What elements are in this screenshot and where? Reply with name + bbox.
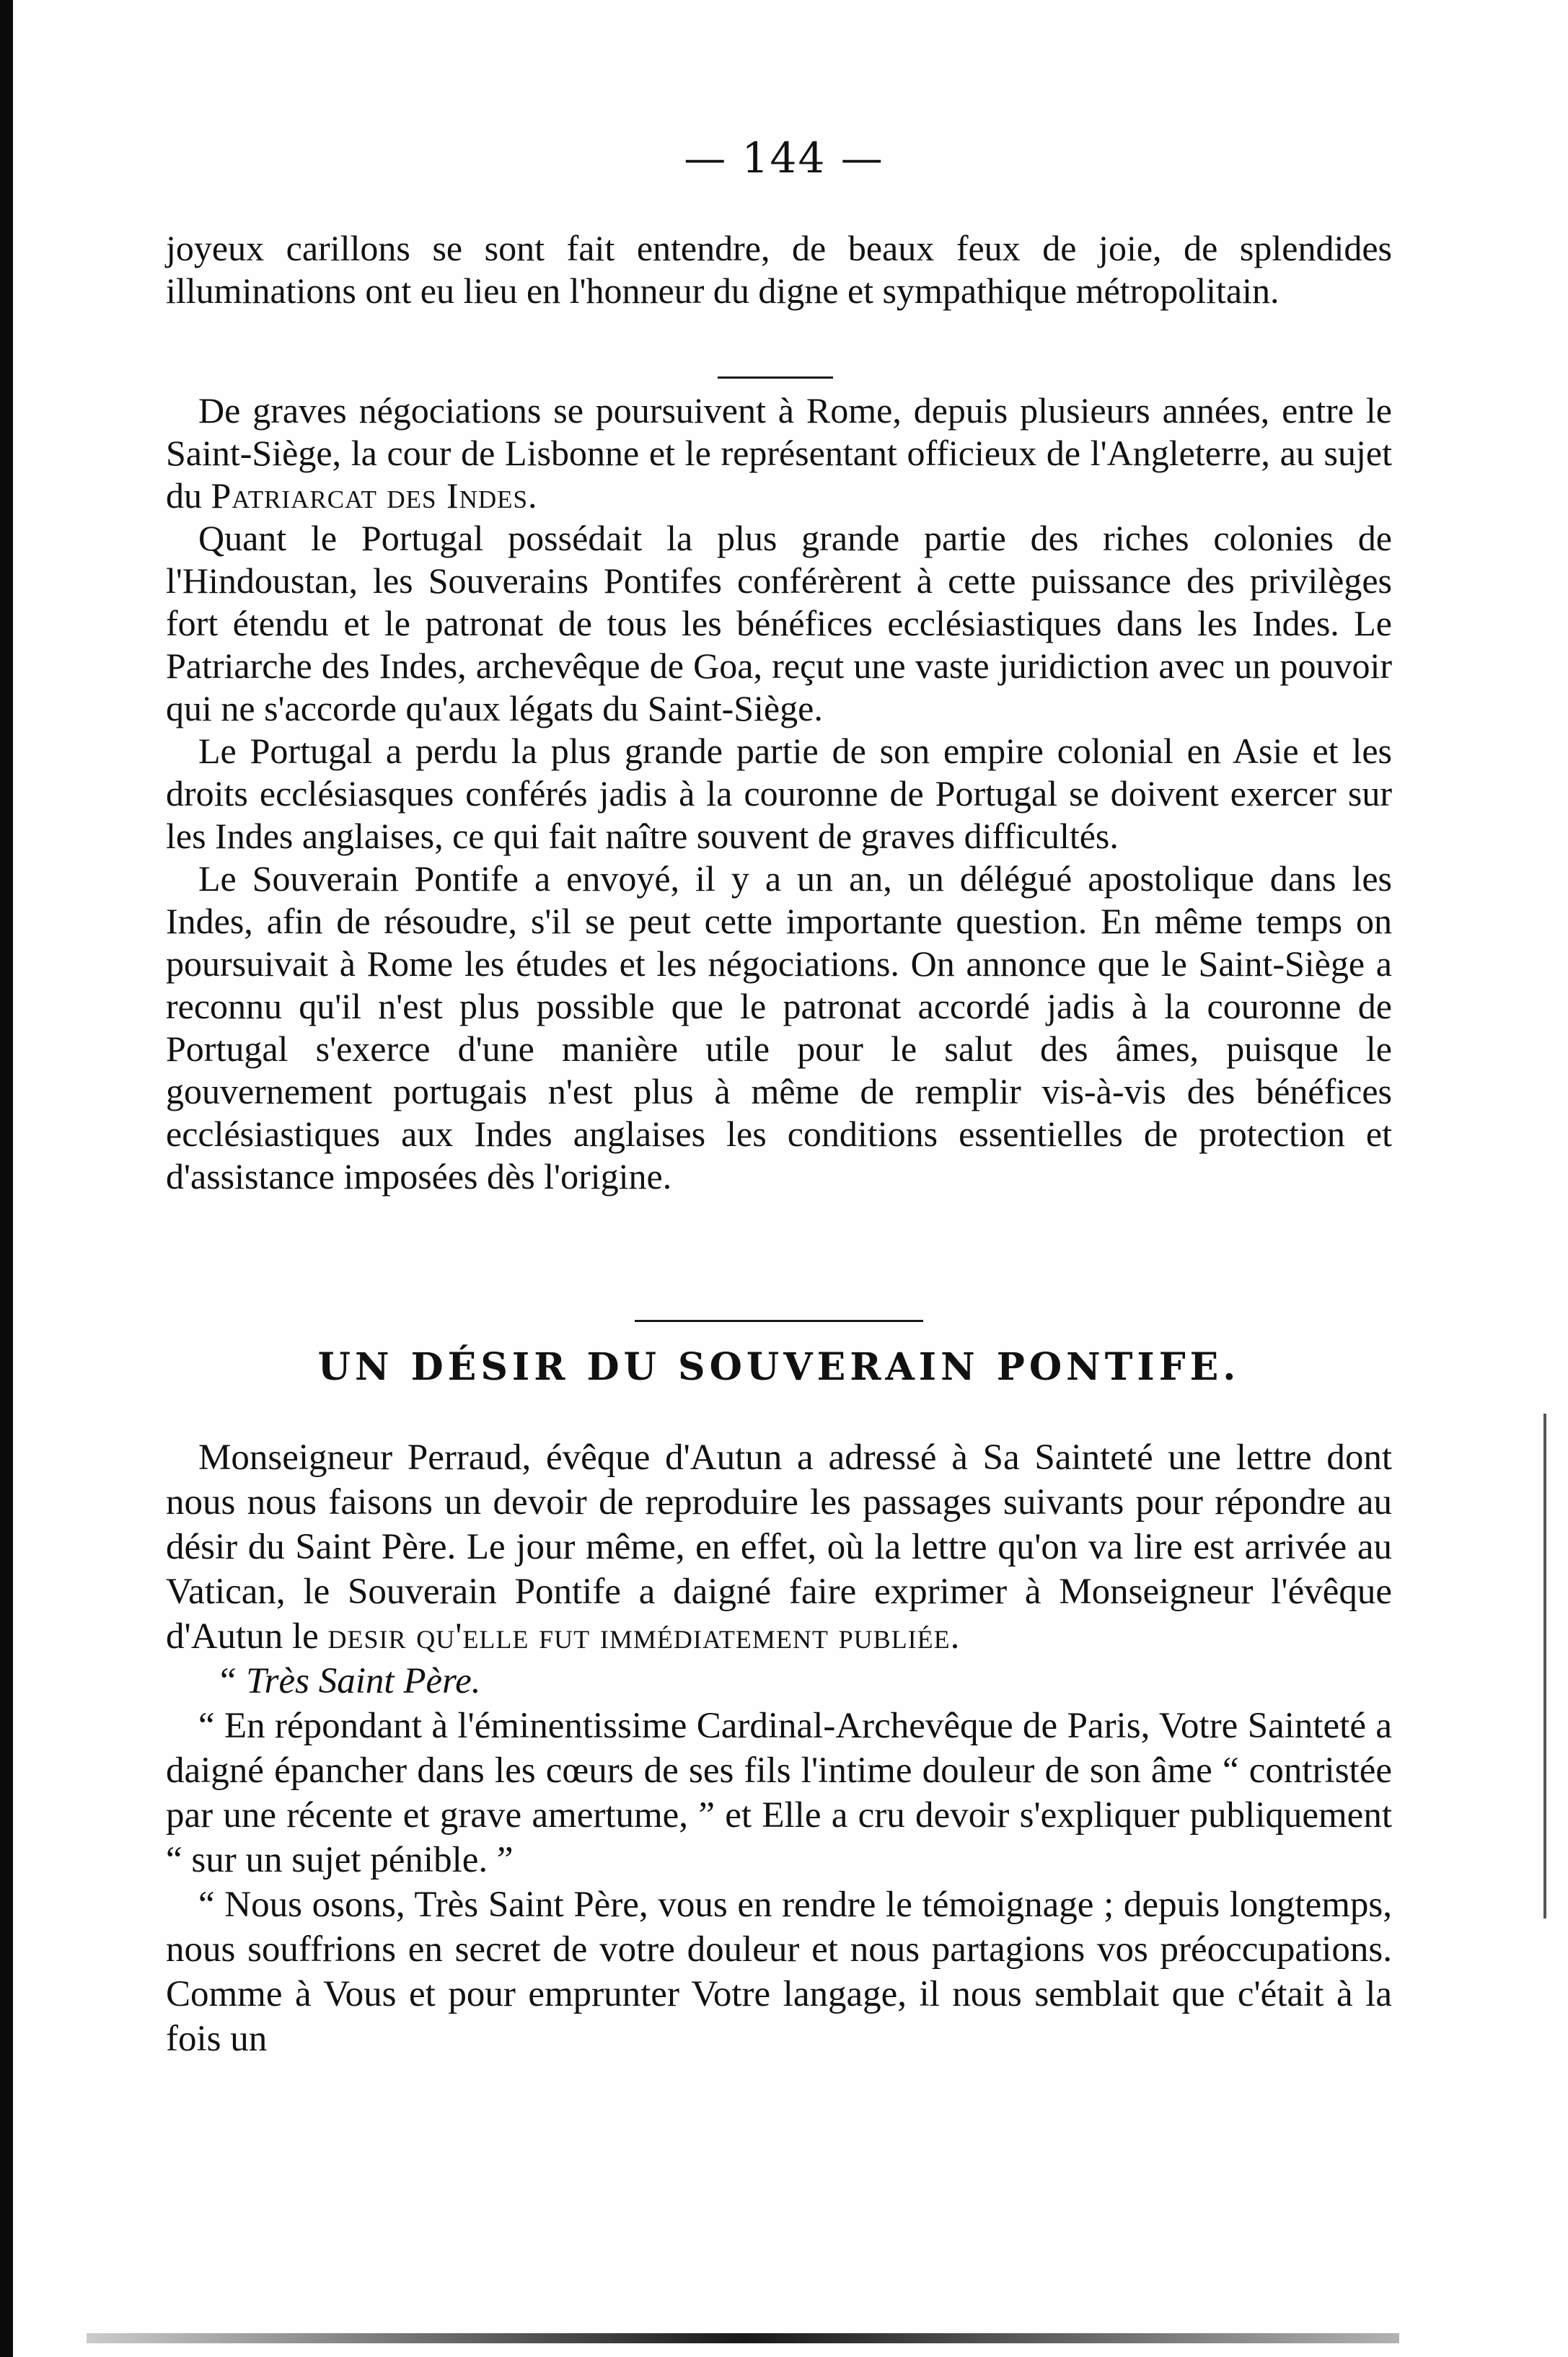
paragraph-perraud-text: Monseigneur Perraud, évêque d'Autun a adressé à Sa Sainteté une lettre dont nous nous faisons un devoir de reproduire les passages suivants pour répondre au désir du Saint Père. Le jour même, en effet, où la lettre qu'on va lire est arrivée au Vatican, le Souverain Pontife a daigné faire exprimer à Monseigneur l'évêque d'Autun le xyxy=(166,1437,1392,1657)
paragraph-testimony: “ Nous osons, Très Saint Père, vous en rendre le témoignage ; depuis longtemps, nous souffrions en secret de votre douleur et nous partagions vos préoccupations. Comme à Vous et pour emprunter Votre langage, il nous semblait que c'était à la fois un xyxy=(166,1885,1392,2059)
paragraph-apostolic-delegate: Le Souverain Pontife a envoyé, il y a un an, un délégué apostolique dans les Indes, afin de résoudre, s'il se peut cette importante question. En même temps on poursuivait à Rome les études et les négociations. On annonce que le Saint-Siège a reconnu qu'il n'est plus possible que le patronat accordé jadis à la couronne de Portugal s'exerce d'une manière utile pour le salut des âmes, puisque le gouvernement portugais n'est plus à même de remplir vis-à-vis des bénéfices ecclésiastiques aux Indes anglaises les conditions essentielles de protection et d'assistance imposées dès l'origine. xyxy=(166,858,1392,1197)
patriarcat-smallcaps: Patriarcat des Indes xyxy=(211,475,528,516)
desir-article xyxy=(166,1435,1392,2061)
paragraph-reply-cardinal: “ En répondant à l'éminentissime Cardinal-Archevêque de Paris, Votre Sainteté a daigné épancher dans les cœurs de ses fils l'intime douleur de son âme “ contristée par une récente et grave amertume, ” et Elle a cru devoir s'expliquer publiquement “ sur un sujet pénible. ” xyxy=(166,1706,1392,1880)
article-heading: UN DÉSIR DU SOUVERAIN PONTIFE. xyxy=(317,1345,1241,1389)
paragraph-continuation: joyeux carillons se sont fait entendre, de beaux feux de joie, de splendides illuminations ont eu lieu en l'honneur du digne et sympathique métropolitain. xyxy=(166,228,1392,311)
paragraph-negotiations-end: . xyxy=(528,475,537,516)
section-divider xyxy=(718,376,833,379)
paragraph-portugal-empire: Le Portugal a perdu la plus grande partie de son empire colonial en Asie et les droits ecclésiasques conférés jadis à la couronne de Portugal se doivent exercer sur les Indes anglaises, ce qui fait naître souvent de graves difficultés. xyxy=(166,731,1392,856)
letter-salutation: “ Très Saint Père. xyxy=(216,1661,481,1701)
paragraph-negotiations-text: De graves négociations se poursuivent à Rome, depuis plusieurs années, entre le Saint-Siège, la cour de Lisbonne et le représentant officieux de l'Angleterre, au sujet du xyxy=(166,390,1392,516)
indes-article xyxy=(166,389,1392,1198)
binding-edge xyxy=(0,0,13,2357)
bottom-scan-edge xyxy=(87,2333,1399,2343)
paragraph-perraud-end: . xyxy=(950,1616,960,1657)
paragraph-portugal-history: Quant le Portugal possédait la plus grande partie des riches colonies de l'Hindoustan, les Souverains Pontifes conférèrent à cette puissance des privilèges fort étendu et le patronat de tous les bénéfices ecclésiastiques dans les Indes. Le Patriarche des Indes, archevêque de Goa, reçut une vaste juridiction avec un pouvoir qui ne s'accorde qu'aux légats du Saint-Siège. xyxy=(166,518,1392,728)
page-number: — 144 — xyxy=(684,133,884,182)
opening-paragraph-block xyxy=(166,227,1392,312)
page-edge-mark xyxy=(1543,1414,1546,1918)
paragraph-negotiations xyxy=(166,389,1392,517)
paragraph-perraud-letter xyxy=(166,1435,1392,1659)
publication-smallcaps: desir qu'elle fut immédiatement publiée xyxy=(327,1616,951,1657)
article-divider xyxy=(635,1320,923,1322)
